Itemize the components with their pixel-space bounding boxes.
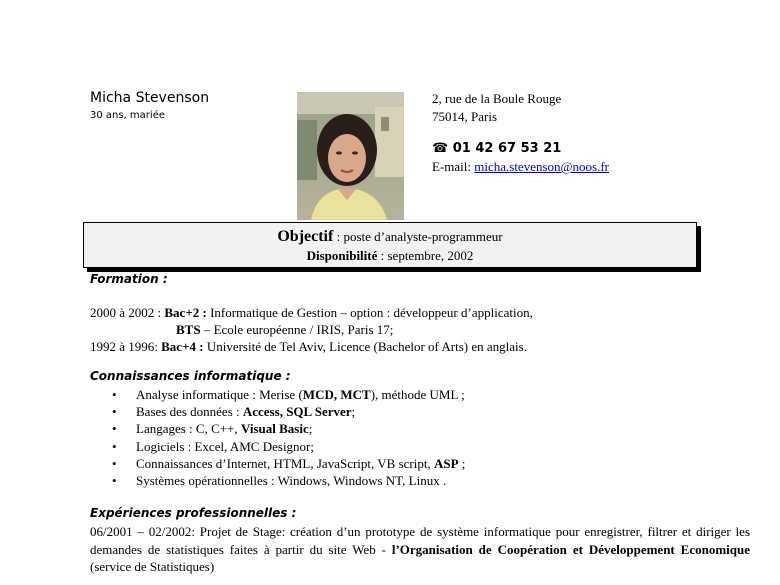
email-label: E-mail: (432, 159, 475, 174)
list-item: • Connaissances d’Internet, HTML, JavaScript, VB script, ASP ; (90, 455, 465, 472)
formation-line-1 (90, 305, 533, 321)
portrait-photo (297, 92, 404, 220)
list-item: • Bases des données : Access, SQL Server; (90, 403, 465, 420)
experience-text: 06/2001 – 02/2002: Projet de Stage: création d’un prototype de système informatique pour enregistrer, filtrer et diriger les demandes de statistiques faites à partir du site Web - (90, 524, 750, 557)
formation-line-3-degree: Bac+4 : (161, 339, 204, 354)
formation-line-2-degree: BTS (176, 322, 201, 337)
objective-box (83, 222, 697, 268)
objective-line (84, 228, 696, 246)
telephone-icon: ☎ (432, 141, 449, 156)
objective-label: Objectif (277, 228, 334, 245)
formation-line-3 (90, 339, 527, 355)
age-status: 30 ans, mariée (90, 110, 165, 121)
list-item: • Langages : C, C++, Visual Basic; (90, 420, 465, 437)
availability-label: Disponibilité (306, 248, 378, 263)
skills-list (90, 386, 465, 489)
email-link[interactable]: micha.stevenson@noos.fr (474, 159, 609, 174)
formation-line-2-text: – Ecole européenne / IRIS, Paris 17; (200, 322, 394, 337)
list-item: • Systèmes opérationnelles : Windows, Windows NT, Linux . (90, 472, 465, 489)
formation-line-2 (176, 322, 393, 338)
phone-number: 01 42 67 53 21 (452, 141, 562, 156)
phone-line (432, 140, 609, 158)
formation-line-3-text: Université de Tel Aviv, Licence (Bachelor of Arts) en anglais. (203, 339, 527, 354)
formation-line-1-prefix: 2000 à 2002 : (90, 305, 165, 320)
city-address: 75014, Paris (432, 109, 497, 124)
experience-paragraph (90, 523, 750, 576)
availability-text: : septembre, 2002 (377, 248, 474, 263)
street-address: 2, rue de la Boule Rouge (432, 91, 562, 106)
availability-line (84, 248, 696, 264)
skills-heading: Connaissances informatique : (90, 369, 291, 383)
list-item: • Logiciels : Excel, AMC Designor; (90, 438, 465, 455)
formation-line-1-degree: Bac+2 : (164, 305, 207, 320)
experience-tail: (service de Statistiques) (90, 559, 215, 574)
candidate-name: Micha Stevenson (90, 90, 210, 106)
objective-text: : poste d’analyste-programmeur (333, 229, 503, 244)
list-item: • Analyse informatique : Merise (MCD, MCT), méthode UML ; (90, 386, 465, 403)
formation-line-1-text: Informatique de Gestion – option : développeur d’application, (206, 305, 533, 320)
experience-organisation: l’Organisation de Coopération et Développement Economique (391, 541, 751, 557)
formation-heading: Formation : (90, 272, 168, 286)
experience-heading: Expériences professionnelles : (90, 506, 297, 520)
formation-line-3-prefix: 1992 à 1996: (90, 339, 162, 354)
email-line (432, 158, 609, 176)
contact-block (432, 90, 609, 176)
